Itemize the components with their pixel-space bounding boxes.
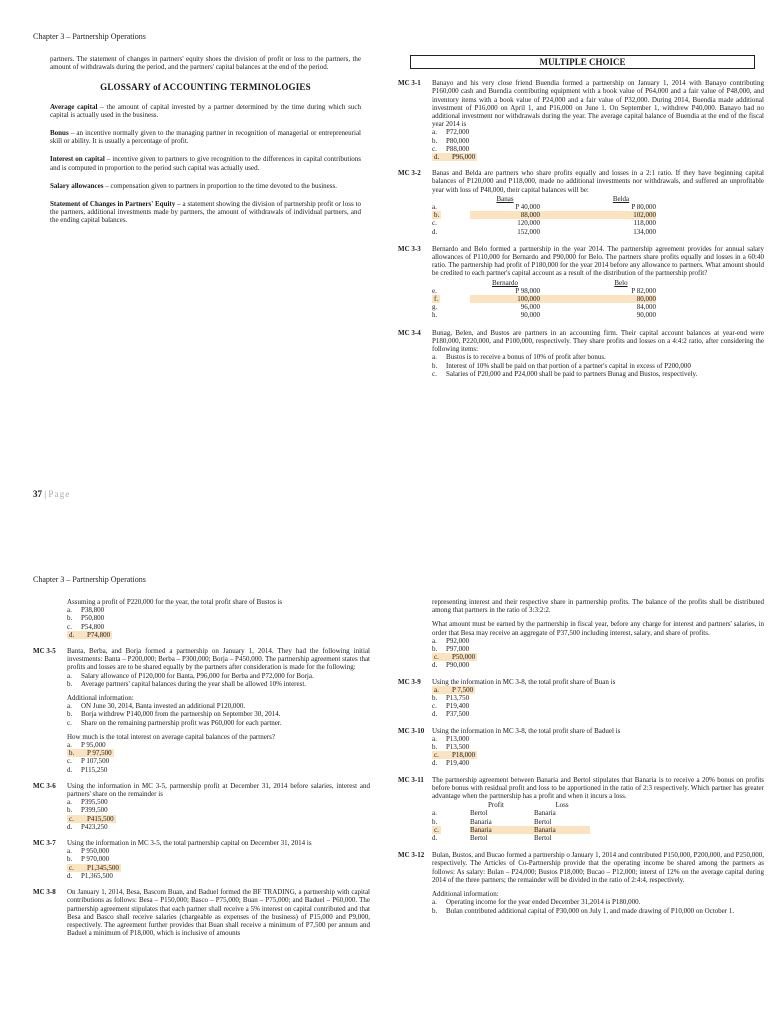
- option-text: P37,500: [446, 710, 470, 719]
- question-body: [432, 851, 764, 914]
- question-text: On January 1, 2014, Besa, Bascom Buan, and Baduel formed the BF TRADING, a partnership with capital contributions as follows: Besa – P150,000; Basco – P75,000; Buan – P75,000; and Baduel – P60,000. The partnership agreement stipulates that each partner shall receive a 5% interest on capital contributed and that Besa and Basco shall receive salaries (chargeable as expenses of the business) of P15,000 and P9,000, respectively. The agreement further provides that Buan shall receive a minimum of P7,500 per annum and Baduel a minimum of P18,000, which is inclusive of amounts: [67, 888, 370, 938]
- option-value: Bertol: [470, 809, 488, 818]
- additional-info-item: [432, 898, 764, 906]
- item-text: Salaries of P20,000 and P24,000 shall be paid to partners Bunag and Bustos, respectively.: [446, 369, 698, 378]
- question-text: Using the information in MC 3-8, the total profit share of Buan is: [432, 677, 616, 686]
- answer-option: [432, 710, 764, 718]
- answer-options: [67, 798, 370, 831]
- condition-item: [67, 680, 370, 688]
- option-letter: d.: [432, 759, 438, 768]
- column-header: Bernardo: [491, 278, 519, 287]
- option-letter: c.: [67, 815, 85, 823]
- answer-row: [432, 203, 656, 211]
- answer-option-highlighted: [67, 864, 370, 872]
- option-letter: c.: [67, 864, 85, 872]
- option-letter: c.: [67, 757, 72, 766]
- item-letter: a.: [67, 671, 72, 680]
- glossary-definition: – incentive given to partners to give recognition to the differences in capital contributions and is computed in proportion to the period such capital was actually used.: [50, 155, 361, 172]
- answer-option: [67, 872, 370, 880]
- question-body: [67, 888, 370, 937]
- answer-options: [432, 128, 764, 161]
- option-value: 118,000: [633, 219, 656, 228]
- question-label: MC 3-9: [398, 677, 421, 686]
- question-text: Bernardo and Belo formed a partnership in the year 2014. The partnership agreement provides for annual salary allowances of P110,000 for Bernardo and P90,000 for Belo. The partners share profits equally and losses in a 60:40 ratio. The partnership had profit of P180,000 for the year 2014 before any allowance to partners. What amount should be credited to each partner's capital account as a result of the distribution of the partnership profit?: [432, 244, 764, 278]
- option-text: P97,000: [446, 645, 470, 654]
- glossary-definition: – compensation given to partners in proportion to the time devoted to the business.: [103, 181, 337, 190]
- item-letter: b.: [67, 710, 73, 719]
- item-letter: a.: [432, 353, 437, 362]
- glossary-entry: [50, 200, 361, 225]
- answer-option: [67, 847, 370, 855]
- additional-info-item: [67, 719, 370, 727]
- answer-options: [432, 686, 764, 719]
- question-text: Assuming a profit of P220,000 for the year, the total profit share of Bustos is: [67, 598, 283, 606]
- option-value: P 40,000: [515, 203, 540, 212]
- question-text: Banta, Berba, and Borja formed a partnership on January 1, 2014. They had the following initial investments: Banta – P200,000; Berba – P300,000; Borja – P450,000. The partnership agreement states that profits and losses are to be shared equally by the partners after consideration is made for the following:: [67, 647, 370, 672]
- option-letter: a.: [432, 734, 437, 743]
- option-letter: b.: [67, 749, 85, 757]
- option-letter: d.: [432, 834, 438, 843]
- item-letter: b.: [432, 361, 438, 370]
- option-value: 84,000: [636, 303, 656, 312]
- option-letter: b.: [432, 694, 438, 703]
- question-mc-3-3: [398, 245, 764, 321]
- item-text: ON June 30, 2014, Banta invested an additional P120,000.: [81, 702, 246, 711]
- question-body: [432, 776, 764, 844]
- option-text: P54,800: [81, 622, 105, 631]
- answer-row: [432, 303, 656, 311]
- item-text: Salary allowance of P120,000 for Banta, P96,000 for Berba and P72,000 for Borja.: [81, 671, 314, 680]
- question-label: MC 3-11: [398, 775, 424, 784]
- answer-option: [67, 823, 370, 831]
- option-text: P74,800: [87, 630, 111, 639]
- item-text: Bulan contributed additional capital of P30,000 on July 1, and made drawing of P10,000 on October 1.: [446, 906, 735, 915]
- question-label: MC 3-5: [33, 647, 56, 656]
- page-word: Page: [48, 489, 71, 499]
- option-value: 152,000: [517, 227, 540, 236]
- option-text: P395,500: [81, 798, 108, 807]
- option-value: 100,000: [470, 295, 540, 303]
- option-letter: f.: [434, 295, 439, 304]
- option-text: P 95,000: [81, 741, 106, 750]
- answer-options: [432, 735, 764, 768]
- answer-option: [67, 766, 370, 774]
- answer-option: [432, 735, 764, 743]
- glossary-entry: [50, 129, 361, 145]
- option-letter: a.: [67, 798, 72, 807]
- answer-table-header: [432, 279, 656, 287]
- option-text: P50,800: [81, 614, 105, 623]
- option-text: P 97,500: [87, 749, 112, 758]
- additional-info-title: Additional information:: [67, 694, 134, 703]
- question-body: [432, 245, 764, 321]
- answer-option: [432, 128, 764, 136]
- option-text: P13,750: [446, 694, 470, 703]
- answer-option-highlighted: [432, 751, 764, 759]
- question-mc-3-11: [398, 776, 764, 844]
- option-value: P 80,000: [631, 203, 656, 212]
- answer-option: [432, 145, 764, 153]
- glossary-definition: – the amount of capital invested by a partner determined by the time during which such capital is actually used in the business.: [50, 102, 362, 119]
- additional-info-title: Additional information:: [432, 890, 499, 899]
- answer-row: [432, 228, 656, 236]
- question-label: MC 3-7: [33, 839, 56, 848]
- option-letter: a.: [432, 203, 437, 212]
- option-text: P96,000: [452, 153, 476, 162]
- option-letter: a.: [432, 128, 437, 137]
- answer-options: [432, 637, 764, 670]
- option-value: 120,000: [517, 219, 540, 228]
- question-mc-3-7: [33, 839, 370, 880]
- option-value: P 98,000: [515, 286, 540, 295]
- answer-row: [432, 311, 656, 319]
- option-text: P88,000: [446, 144, 470, 153]
- answer-row: [432, 834, 590, 842]
- question-mc-3-12: [398, 851, 764, 914]
- option-letter: a.: [432, 686, 450, 694]
- glossary-definition: – a statement showing the division of partnership profit or loss to the partners, additional investments made by partners, the amount of withdrawals of individual partners, and the ending capital balances.: [50, 200, 362, 225]
- glossary-term: Bonus: [50, 129, 69, 138]
- option-value: 88,000: [470, 211, 540, 219]
- question-body: [432, 678, 764, 719]
- option-letter: g.: [432, 303, 438, 312]
- option-letter: d.: [67, 631, 85, 639]
- question-prompt: What amount must be earned by the partnership in fiscal year, before any charge for interest and partners' salaries, in order that Besa may receive an aggregate of P37,500 including interest, salary, and share of profits.: [432, 620, 764, 637]
- option-text: P13,500: [446, 743, 470, 752]
- option-letter: c.: [432, 219, 437, 228]
- option-text: P423,250: [81, 822, 108, 831]
- additional-info-item: [67, 702, 370, 710]
- option-text: P19,400: [446, 759, 470, 768]
- running-header: Chapter 3 – Partnership Operations: [33, 575, 146, 584]
- question-mc-3-9: [398, 678, 764, 719]
- running-header: Chapter 3 – Partnership Operations: [33, 32, 146, 41]
- answer-option-highlighted: [67, 631, 370, 639]
- question-body: [432, 598, 764, 670]
- option-text: P92,000: [446, 636, 470, 645]
- intro-paragraph: partners. The statement of changes in partners' equity shoes the division of profit or loss to the partners, the amount of withdrawals during the period, and the partners' capital balances at the end of the period.: [50, 55, 361, 72]
- option-value: Bertol: [534, 817, 552, 826]
- question-mc-3-10: [398, 727, 764, 768]
- item-letter: b.: [67, 679, 73, 688]
- left-column: [33, 598, 370, 945]
- question-body: [67, 839, 370, 880]
- option-letter: a.: [432, 636, 437, 645]
- answer-option: [432, 637, 764, 645]
- option-value: Banaria: [470, 817, 492, 826]
- option-text: P18,000: [452, 751, 476, 760]
- item-letter: a.: [432, 898, 437, 907]
- item-letter: c.: [67, 718, 72, 727]
- option-letter: b.: [67, 806, 73, 815]
- additional-info-list: [432, 898, 764, 914]
- column-header: Belda: [612, 194, 630, 203]
- option-value: 96,000: [520, 303, 540, 312]
- answer-row: [432, 809, 590, 817]
- item-text: Bustos is to receive a bonus of 10% of profit after bonus.: [446, 353, 606, 362]
- question-mc-3-6: [33, 782, 370, 831]
- question-body: [67, 647, 370, 774]
- additional-info-list: [67, 702, 370, 727]
- right-column: [398, 55, 764, 386]
- left-column: [50, 55, 361, 235]
- answer-option: [432, 137, 764, 145]
- option-letter: a.: [432, 809, 437, 818]
- option-text: P 970,000: [81, 855, 110, 864]
- option-letter: b.: [434, 211, 440, 220]
- answer-table: [432, 195, 656, 236]
- option-text: P 107,500: [81, 757, 110, 766]
- option-value: Banaria: [470, 826, 522, 834]
- question-mc-3-8-continuation: [398, 598, 764, 670]
- question-prompt: How much is the total interest on average capital balances of the partners?: [67, 732, 275, 741]
- option-letter: b.: [432, 645, 438, 654]
- option-value: Banaria: [534, 809, 556, 818]
- answer-table: [432, 279, 656, 320]
- question-body: [432, 169, 764, 237]
- condition-list: [67, 672, 370, 688]
- option-value: Bertol: [470, 834, 488, 843]
- option-letter: d.: [432, 710, 438, 719]
- option-text: P19,400: [446, 702, 470, 711]
- question-body: [432, 329, 764, 378]
- answer-option: [432, 759, 764, 767]
- option-letter: d.: [432, 153, 450, 161]
- option-text: P415,500: [87, 814, 114, 823]
- option-letter: b.: [67, 614, 73, 623]
- question-body: [67, 598, 370, 639]
- answer-option-highlighted: [432, 153, 764, 161]
- question-mc-3-8: [33, 888, 370, 937]
- question-label: MC 3-10: [398, 726, 425, 735]
- answer-table-header: [432, 801, 590, 809]
- glossary-term: Statement of Changes in Partners' Equity: [50, 200, 176, 209]
- option-text: P38,800: [81, 606, 105, 615]
- answer-row: [432, 818, 590, 826]
- item-text: Borja withdrew P140,000 from the partnership on September 30, 2014.: [81, 710, 281, 719]
- column-header: Belo: [614, 278, 628, 287]
- option-letter: d.: [432, 227, 438, 236]
- question-label: MC 3-6: [33, 781, 56, 790]
- option-value: 80,000: [586, 295, 656, 303]
- answer-option-highlighted: [67, 749, 370, 757]
- option-value: 90,000: [520, 311, 540, 320]
- item-letter: a.: [67, 702, 72, 711]
- option-value: P 82,000: [631, 286, 656, 295]
- item-text: Average partners' capital balances during the year shall be allowed 10% interest.: [81, 679, 307, 688]
- option-letter: b.: [432, 743, 438, 752]
- answer-row: [432, 287, 656, 295]
- answer-option: [432, 694, 764, 702]
- question-text: Using the information in MC 3-5, partnership profit at December 31, 2014 before salaries, interest and partners' share on the remainder is: [67, 781, 370, 799]
- glossary-title: GLOSSARY of ACCOUNTING TERMINOLOGIES: [100, 82, 311, 93]
- question-text: Banas and Belda are partners who share profits equally and losses in a 2:1 ratio. If they have beginning capital balances of P120,000 and P118,000, made no additional investments nor withdrawals, and suffered an unprofitable year with loss of P48,000, their capital balances will be:: [432, 169, 764, 194]
- item-text: Interest of 10% shall be paid on that portion of a partner's capital in excess of P200,000: [446, 361, 691, 370]
- glossary-entry: [50, 182, 361, 190]
- answer-option: [67, 606, 370, 614]
- answer-options: [67, 847, 370, 880]
- answer-option: [432, 645, 764, 653]
- glossary-entry: [50, 103, 361, 119]
- option-letter: h.: [432, 311, 438, 320]
- option-letter: a.: [67, 847, 72, 856]
- answer-table-header: [432, 195, 656, 203]
- question-mc-3-5: [33, 647, 370, 774]
- answer-option: [67, 855, 370, 863]
- question-text: Using the information in MC 3-5, the total partnership capital on December 31, 2014 is: [67, 839, 312, 848]
- option-letter: c.: [432, 144, 437, 153]
- question-text: Banayo and his very close friend Buendia formed a partnership on January 1, 2014 with Banayo contributing P160,000 cash and Buendia contributing equipment with a book value of P64,000 and a fair value of P48,000, and inventory items with a book value of P24,000 and a fair value of P32,000. During 2014, Buendia made additional investment of P16,000 on April 1, and P16,000 on June 1. On September 1, withdrew P40,000. Banayo had no additional investment nor withdrawals during the year. The average capital balance of Buendia at the end of the fiscal year 2014 is: [432, 79, 764, 129]
- option-letter: a.: [67, 606, 72, 615]
- option-letter: d.: [67, 871, 73, 880]
- question-body: [67, 782, 370, 831]
- item-text: Operating income for the year ended December 31,2014 is P180,000.: [446, 898, 641, 907]
- option-letter: b.: [432, 817, 438, 826]
- page-footer: [33, 490, 71, 498]
- question-label: MC 3-2: [398, 169, 421, 178]
- option-value: 90,000: [636, 311, 656, 320]
- condition-item: [432, 362, 764, 370]
- glossary-entry: [50, 155, 361, 171]
- option-letter: b.: [67, 855, 73, 864]
- option-text: P13,000: [446, 734, 470, 743]
- answer-row: [432, 219, 656, 227]
- item-letter: b.: [432, 906, 438, 915]
- option-letter: e.: [432, 286, 437, 295]
- question-mc-3-4: [398, 329, 764, 378]
- answer-row-highlighted: [432, 295, 656, 303]
- question-text: The partnership agreement between Banaria and Bertol stipulates that Banaria is to receive a 20% bonus on profits before bonus with residual profit and loss to be apportioned in the ratio of 2:3 respectively. Which partner has greater advantage when the partnership has a profit and when it incurs a loss.: [432, 775, 764, 801]
- option-text: P399,500: [81, 806, 108, 815]
- question-mc-3-1: [398, 79, 764, 161]
- condition-item: [432, 370, 764, 378]
- question-label: MC 3-8: [33, 888, 56, 897]
- answer-option: [67, 757, 370, 765]
- option-text: P72,000: [446, 128, 470, 137]
- option-text: P80,000: [446, 136, 470, 145]
- answer-option: [432, 702, 764, 710]
- option-text: P1,345,500: [87, 863, 119, 872]
- question-text: Bulan, Bustos, and Bucao formed a partnership o January 1, 2014 and contributed P150,000, P200,000, and P250,000, respectively. The Articles of Co-Partnership provide that the operating income be shared among the partners as follows: As salary: Bulan – P24,000; Bustos P18,000; Bucao – P12,000; interst of 12% on the average capital during 2014 of the three partners; the remainder will be divided in the ratio of 2:4:4, respectively.: [432, 851, 764, 884]
- answer-options: [67, 606, 370, 639]
- answer-option-highlighted: [67, 815, 370, 823]
- question-continuation: [33, 598, 370, 639]
- option-value: Banaria: [534, 826, 590, 834]
- option-letter: c.: [67, 622, 72, 631]
- item-text: Share on the remaining partnership profit was P60,000 for each partner.: [81, 718, 282, 727]
- option-letter: d.: [67, 822, 73, 831]
- option-text: P50,000: [452, 653, 476, 662]
- question-label: MC 3-3: [398, 244, 421, 253]
- question-mc-3-2: [398, 169, 764, 237]
- glossary-term: Salary allowances: [50, 181, 104, 190]
- answer-option: [432, 661, 764, 669]
- option-value: 102,000: [586, 211, 656, 219]
- option-text: P1,365,500: [81, 871, 113, 880]
- multiple-choice-title: MULTIPLE CHOICE: [410, 55, 755, 69]
- condition-item: [432, 353, 764, 361]
- page-38: [0, 512, 768, 1024]
- option-letter: d.: [432, 661, 438, 670]
- condition-item: [67, 672, 370, 680]
- option-letter: c.: [434, 825, 439, 834]
- answer-option: [67, 798, 370, 806]
- option-letter: b.: [432, 136, 438, 145]
- answer-option: [67, 741, 370, 749]
- option-letter: c.: [432, 751, 450, 759]
- question-label: MC 3-4: [398, 328, 421, 337]
- option-letter: d.: [67, 765, 73, 774]
- option-value: 134,000: [633, 227, 656, 236]
- question-label: MC 3-12: [398, 851, 425, 860]
- answer-option: [67, 806, 370, 814]
- option-text: P 950,000: [81, 847, 110, 856]
- answer-option: [67, 623, 370, 631]
- option-text: P115,250: [81, 765, 108, 774]
- item-letter: c.: [432, 369, 437, 378]
- question-text: representing interest and their respective share in partnership profits. The balance of the profits shall be distributed among that partners in the ratio of 3:3:2:2.: [432, 598, 764, 615]
- glossary-term: Interest on capital: [50, 155, 105, 164]
- option-text: P90,000: [446, 661, 470, 670]
- question-body: [432, 727, 764, 768]
- glossary-definition: – an incentive normally given to the managing partner in recognition of managerial or entrepreneurial skill or ability. It is usually a percentage of profit.: [50, 129, 361, 146]
- column-header: Loss: [555, 801, 569, 810]
- additional-info-item: [67, 710, 370, 718]
- column-header: Profit: [488, 801, 504, 810]
- answer-row-highlighted: [432, 211, 656, 219]
- answer-option: [67, 614, 370, 622]
- question-label: MC 3-1: [398, 79, 421, 88]
- option-letter: a.: [67, 741, 72, 750]
- right-column: [398, 598, 764, 923]
- answer-row-highlighted: [432, 826, 590, 834]
- answer-option: [432, 743, 764, 751]
- answer-option-highlighted: [432, 653, 764, 661]
- column-header: Banas: [496, 194, 514, 203]
- condition-list: [432, 353, 764, 378]
- answer-options: [67, 741, 370, 774]
- page-number: 37: [33, 489, 42, 499]
- answer-table: [432, 801, 590, 842]
- option-letter: c.: [432, 702, 437, 711]
- option-letter: c.: [432, 653, 450, 661]
- glossary-term: Average capital: [50, 102, 98, 111]
- answer-option-highlighted: [432, 686, 764, 694]
- question-text: Using the information in MC 3-8, the total profit share of Baduel is: [432, 726, 621, 735]
- question-body: [432, 79, 764, 161]
- additional-info-item: [432, 907, 764, 915]
- option-value: Bertol: [534, 834, 552, 843]
- footer-separator: |: [44, 489, 47, 499]
- question-text: Bunag, Belen, and Bustos are partners in an accounting firm. Their capital account balances at year-end were P180,000, P220,000, and P100,000, respectively. They share profits and losses on a 4:4:2 ratio, after considering the following items:: [432, 328, 764, 354]
- option-text: P 7,500: [452, 685, 474, 694]
